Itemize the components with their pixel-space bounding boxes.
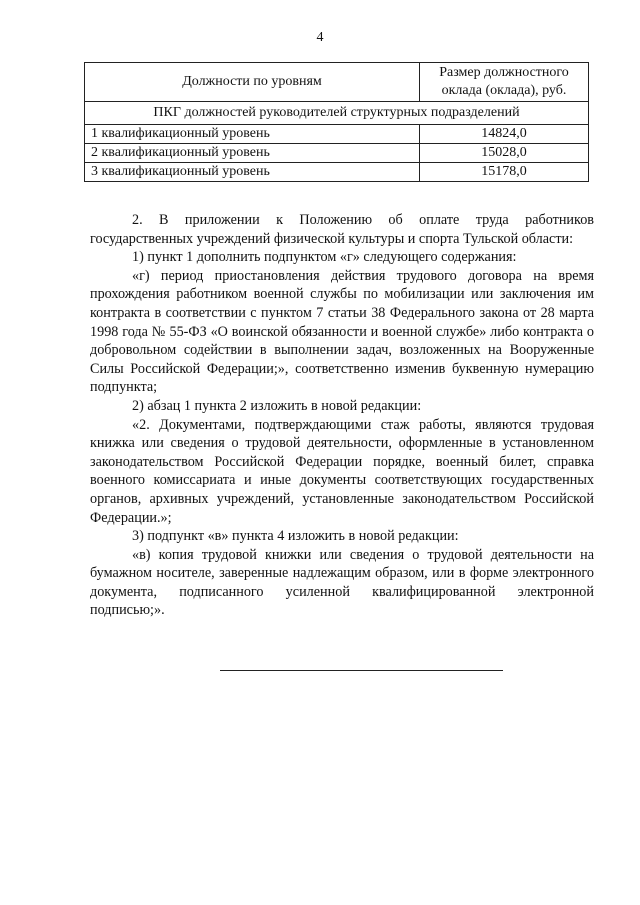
page-number: 4 <box>316 30 324 45</box>
table-header-row <box>85 63 589 102</box>
paragraph: 2) абзац 1 пункта 2 изложить в новой редакции: <box>132 397 422 414</box>
header-positions: Должности по уровням <box>85 63 420 102</box>
table-row <box>85 144 589 163</box>
closing-divider-line <box>220 670 503 671</box>
header-salary: Размер должностного оклада (оклада), руб. <box>420 63 589 102</box>
salary-cell: 15178,0 <box>420 163 589 182</box>
document-body <box>90 211 594 620</box>
salary-cell: 15028,0 <box>420 144 589 163</box>
paragraph: 2. В приложении к Положению об оплате труда работников государственных учреждений физической культуры и спорта Тульской области: <box>90 212 594 247</box>
table-row <box>85 163 589 182</box>
paragraph: 3) подпункт «в» пункта 4 изложить в новой редакции: <box>132 528 459 545</box>
paragraph: «в) копия трудовой книжки или сведения о трудовой деятельности на бумажном носителе, заверенные надлежащим образом, или в форме электронного документа, подписанного усиленной квалифицированной электронной подписью;». <box>90 546 594 619</box>
level-cell: 2 квалификационный уровень <box>85 144 420 163</box>
paragraph: 1) пункт 1 дополнить подпунктом «г» следующего содержания: <box>132 249 517 266</box>
salary-table <box>84 62 589 182</box>
group-title: ПКГ должностей руководителей структурных подразделений <box>85 102 589 125</box>
paragraph: «2. Документами, подтверждающими стаж работы, являются трудовая книжка или сведения о трудовой деятельности, оформленные в установленном законодательством Российской Федерации порядке, военный билет, справка военного комиссариата и иные документы соответствующих государственных органов, архивных учреждений, установленные законодательством Российской Федерации.»; <box>90 416 594 526</box>
level-cell: 3 квалификационный уровень <box>85 163 420 182</box>
table-row <box>85 125 589 144</box>
level-cell: 1 квалификационный уровень <box>85 125 420 144</box>
salary-cell: 14824,0 <box>420 125 589 144</box>
table-group-row <box>85 102 589 125</box>
paragraph: «г) период приостановления действия трудового договора на время прохождения работником военной службы по мобилизации или заключения им контракта в соответствии с пунктом 7 статьи 38 Федерального закона от 28 марта 1998 года № 55-ФЗ «О воинской обязанности и военной службе» либо контракта о добровольном содействии в выполнении задач, возложенных на Вооруженные Силы Российской Федерации;», соответственно изменив буквенную нумерацию подпункта; <box>90 267 594 396</box>
